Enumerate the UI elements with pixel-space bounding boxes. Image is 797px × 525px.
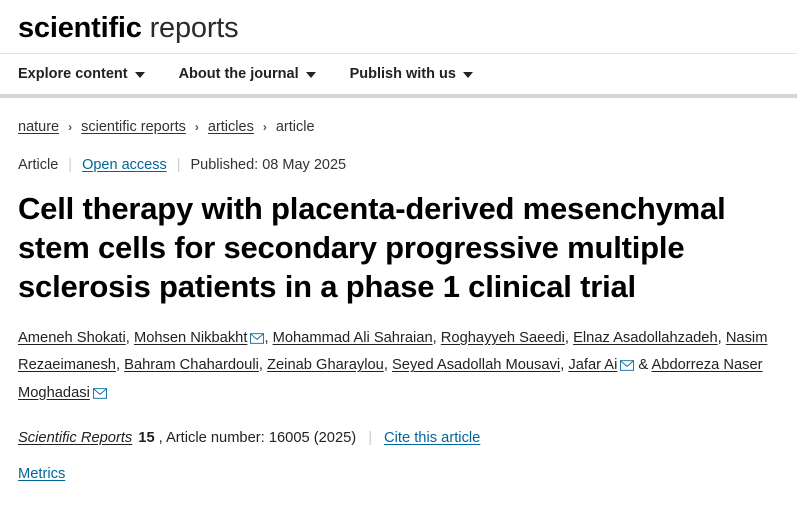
author-link[interactable]: Jafar Ai xyxy=(568,357,618,374)
journal-article-number: , Article number: 16005 (2025) xyxy=(158,429,357,446)
author-separator: , xyxy=(560,357,569,374)
breadcrumb-separator: › xyxy=(68,120,73,134)
site-logo[interactable] xyxy=(18,14,779,43)
author-entry xyxy=(573,330,726,346)
author-separator: , xyxy=(258,357,268,374)
author-separator: , xyxy=(115,357,125,374)
author-entry xyxy=(267,357,392,373)
breadcrumb-item-articles[interactable]: articles xyxy=(207,119,254,135)
author-entry xyxy=(392,357,568,373)
author-separator: , xyxy=(432,330,441,347)
author-entry xyxy=(273,330,441,346)
author-separator: , xyxy=(383,357,392,374)
author-list xyxy=(18,326,779,408)
site-masthead xyxy=(0,0,797,53)
breadcrumb-separator: › xyxy=(262,120,267,134)
page-title: Cell therapy with placenta-derived mesenchymal stem cells for secondary progressive multiple sclerosis patients in a phase 1 clinical trial xyxy=(18,191,726,305)
author-link[interactable]: Roghayyeh Saeedi xyxy=(440,330,565,347)
meta-divider: | xyxy=(68,157,73,173)
site-logo-light: reports xyxy=(149,12,239,44)
nav-item-label: About the journal xyxy=(178,66,299,82)
author-link[interactable]: Elnaz Asadollahzadeh xyxy=(573,330,718,347)
author-link[interactable]: Seyed Asadollah Mousavi xyxy=(391,357,561,374)
author-entry xyxy=(134,330,273,346)
breadcrumb-item-article: article xyxy=(275,119,315,135)
author-entry xyxy=(441,330,573,346)
breadcrumb-item-nature[interactable]: nature xyxy=(18,119,60,135)
meta-divider: | xyxy=(176,157,181,173)
breadcrumb-separator: › xyxy=(194,120,199,134)
author-link[interactable]: Bahram Chahardouli xyxy=(124,357,259,374)
breadcrumb xyxy=(18,119,779,135)
author-link[interactable]: Ameneh Shokati xyxy=(18,330,126,347)
journal-citation xyxy=(18,430,779,446)
citation-divider: | xyxy=(368,429,373,446)
nav-item-about-the-journal[interactable] xyxy=(179,66,316,82)
site-logo-bold: scientific xyxy=(18,12,142,44)
email-icon[interactable] xyxy=(250,328,264,353)
metrics-link[interactable]: Metrics xyxy=(18,465,66,482)
author-separator: , xyxy=(264,330,273,347)
nav-item-label: Publish with us xyxy=(349,66,456,82)
author-entry xyxy=(124,357,267,373)
author-link[interactable]: Zeinab Gharaylou xyxy=(267,357,384,374)
article-type-label: Article xyxy=(18,157,59,173)
open-access-link[interactable]: Open access xyxy=(82,157,167,173)
nav-item-label: Explore content xyxy=(18,66,128,82)
main-navigation xyxy=(0,54,797,94)
chevron-down-icon xyxy=(306,72,316,78)
author-entry xyxy=(568,357,651,373)
article-meta xyxy=(18,157,779,173)
author-separator: , xyxy=(125,330,134,347)
author-separator: , xyxy=(717,330,726,347)
email-icon[interactable] xyxy=(93,383,107,408)
author-link[interactable]: Nasim Rezaeimanesh xyxy=(18,330,768,374)
chevron-down-icon xyxy=(135,72,145,78)
author-separator: & xyxy=(634,357,652,374)
breadcrumb-item-scientific-reports[interactable]: scientific reports xyxy=(81,119,186,135)
author-link[interactable]: Mohsen Nikbakht xyxy=(133,330,248,347)
nav-item-publish-with-us[interactable] xyxy=(350,66,473,82)
chevron-down-icon xyxy=(463,72,473,78)
journal-name-link[interactable]: Scientific Reports xyxy=(18,429,133,446)
nav-item-explore-content[interactable] xyxy=(18,66,145,82)
journal-volume: 15 xyxy=(138,429,155,446)
nav-underline-bar xyxy=(0,94,797,98)
author-separator: , xyxy=(564,330,574,347)
author-entry xyxy=(18,330,134,346)
cite-this-article-link[interactable]: Cite this article xyxy=(384,429,481,446)
author-link[interactable]: Mohammad Ali Sahraian xyxy=(272,330,433,347)
metrics-section xyxy=(18,466,779,482)
published-date: Published: 08 May 2025 xyxy=(190,157,347,173)
author-link[interactable]: Abdorreza Naser Moghadasi xyxy=(18,357,763,401)
email-icon[interactable] xyxy=(620,355,634,380)
article-page xyxy=(0,119,797,482)
